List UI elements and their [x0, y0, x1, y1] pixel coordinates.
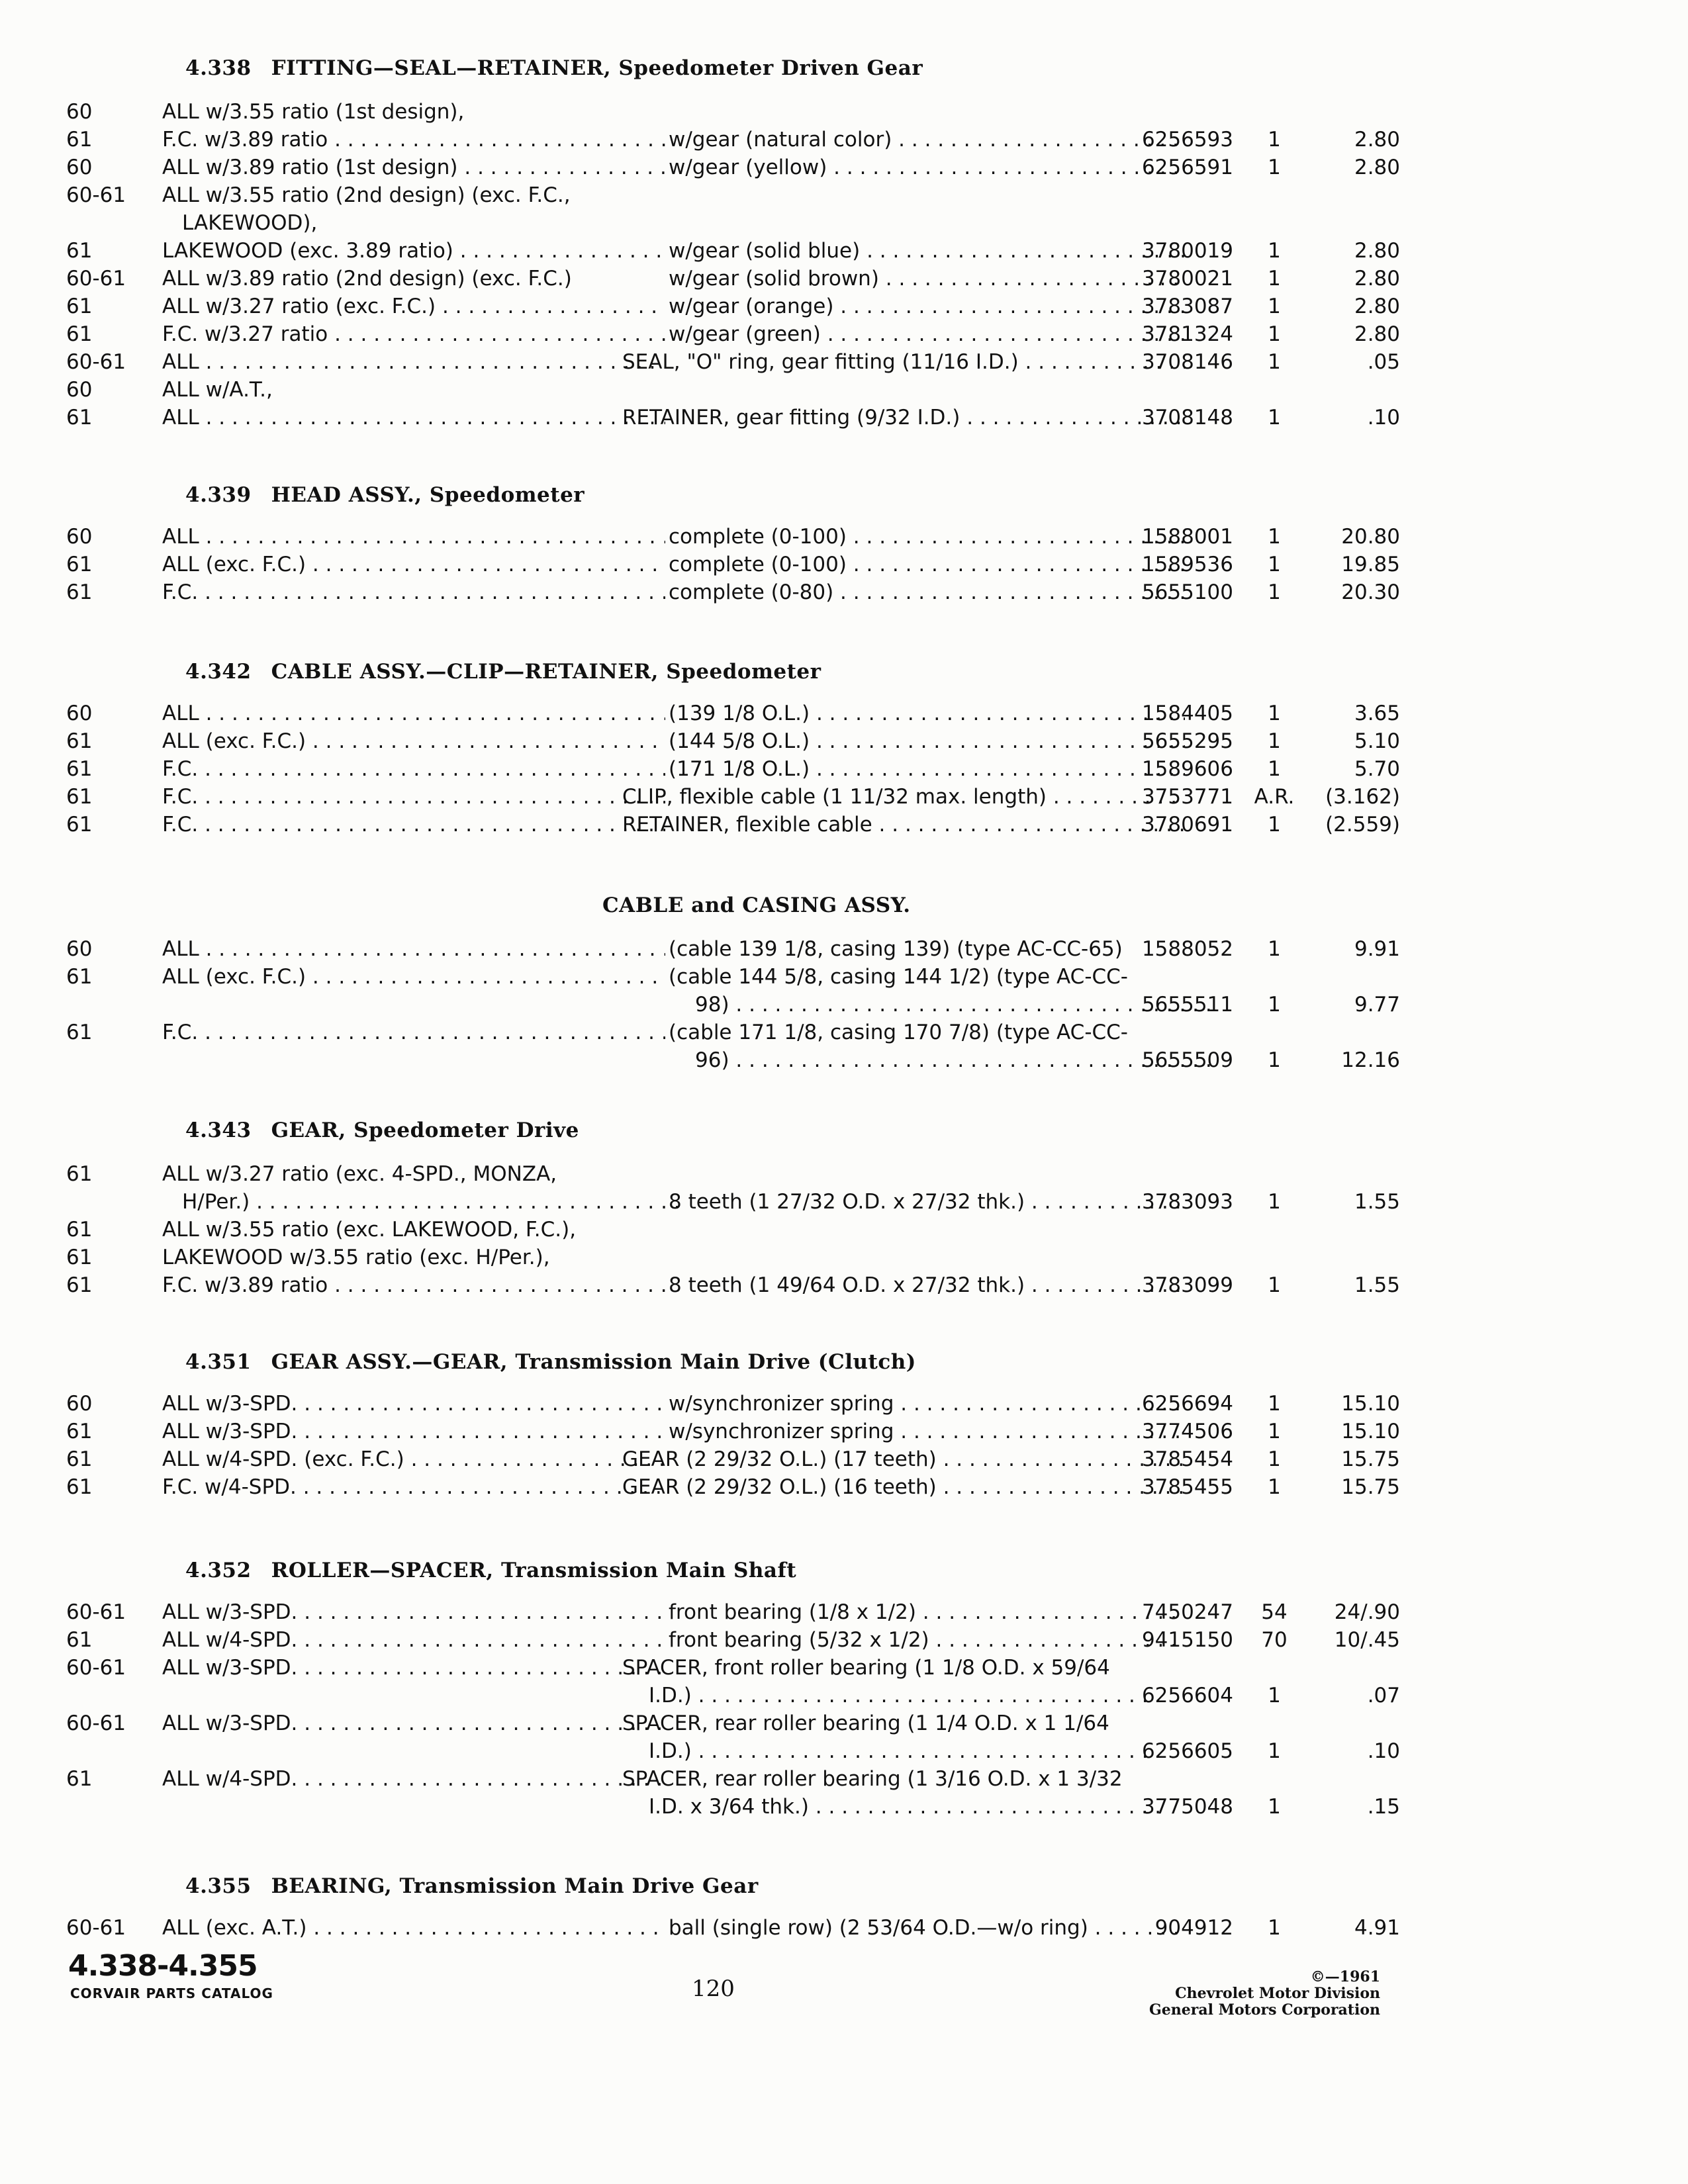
- application: ALL w/3-SPD. . . .: [162, 1654, 665, 1682]
- description: w/synchronizer spring . . .: [669, 1390, 1185, 1418]
- description: complete (0-80) . . .: [669, 578, 1185, 606]
- quantity: 1: [1268, 1447, 1281, 1471]
- part-number: 6256604: [1141, 1684, 1233, 1707]
- model-year: 61: [66, 1021, 93, 1044]
- description: GEAR (2 29/32 O.L.) (16 teeth) . . .: [622, 1473, 1185, 1501]
- price: 2.80: [1354, 239, 1400, 263]
- section-name: GEAR, Speedometer Drive: [271, 1118, 579, 1142]
- application: ALL w/3.55 ratio (2nd design) (exc. F.C.,: [162, 183, 571, 207]
- page-number: 120: [692, 1976, 735, 2002]
- part-number: 3783099: [1141, 1273, 1233, 1297]
- model-year: 60-61: [66, 350, 126, 374]
- quantity: 1: [1268, 1048, 1281, 1072]
- description: w/synchronizer spring . . .: [669, 1418, 1185, 1445]
- part-number: 9415150: [1141, 1628, 1233, 1652]
- part-number: 1584405: [1141, 702, 1233, 725]
- section-number: 4.339: [185, 483, 252, 507]
- model-year: 61: [66, 965, 93, 989]
- section-range: 4.338-4.355: [68, 1949, 258, 1983]
- application: ALL w/3-SPD. . . .: [162, 1390, 665, 1418]
- division: Chevrolet Motor Division: [1175, 1985, 1380, 2002]
- model-year: 60: [66, 937, 93, 961]
- description: (171 1/8 O.L.) . . .: [669, 755, 1185, 783]
- application: LAKEWOOD w/3.55 ratio (exc. H/Per.),: [162, 1246, 550, 1269]
- section-title: CABLE and CASING ASSY.: [602, 893, 911, 917]
- copyright: ©—1961: [1310, 1968, 1380, 1985]
- model-year: 60: [66, 1392, 93, 1416]
- quantity: 1: [1268, 1795, 1281, 1819]
- description: SEAL, "O" ring, gear fitting (11/16 I.D.) . . .: [622, 348, 1185, 376]
- model-year: 61: [66, 553, 93, 576]
- application: ALL . . .: [162, 523, 665, 551]
- price: .15: [1367, 1795, 1400, 1819]
- price: (2.559): [1325, 813, 1400, 837]
- corporation: General Motors Corporation: [1149, 2001, 1380, 2019]
- description: RETAINER, flexible cable . . .: [622, 811, 1185, 839]
- price: 4.91: [1354, 1916, 1400, 1940]
- part-number: 3708146: [1141, 350, 1233, 374]
- model-year: 61: [66, 1273, 93, 1297]
- application: F.C. w/3.27 ratio . . .: [162, 320, 665, 348]
- application: ALL w/3.27 ratio (exc. 4-SPD., MONZA,: [162, 1162, 557, 1186]
- section-number: 4.351: [185, 1350, 252, 1374]
- application: F.C. . . .: [162, 578, 665, 606]
- section-number: 4.342: [185, 660, 252, 684]
- price: 2.80: [1354, 156, 1400, 179]
- application: ALL w/3.27 ratio (exc. F.C.) . . .: [162, 293, 665, 320]
- description: SPACER, rear roller bearing (1 3/16 O.D. x 1 3/32: [622, 1767, 1123, 1791]
- description-continued: 98) . . .: [669, 991, 1211, 1019]
- description: complete (0-100) . . .: [669, 523, 1185, 551]
- price: 2.80: [1354, 295, 1400, 318]
- part-number: 3774506: [1141, 1420, 1233, 1443]
- quantity: 1: [1268, 267, 1281, 291]
- price: 24/.90: [1334, 1600, 1400, 1624]
- description: front bearing (1/8 x 1/2) . . .: [669, 1598, 1185, 1626]
- model-year: 60: [66, 702, 93, 725]
- application: ALL w/4-SPD. . . .: [162, 1626, 665, 1654]
- description: RETAINER, gear fitting (9/32 I.D.) . . .: [622, 404, 1185, 432]
- model-year: 61: [66, 1420, 93, 1443]
- catalog-name: CORVAIR PARTS CATALOG: [70, 1985, 273, 2001]
- quantity: 1: [1268, 553, 1281, 576]
- quantity: 70: [1261, 1628, 1288, 1652]
- application: ALL . . .: [162, 348, 665, 376]
- application: F.C. . . .: [162, 755, 665, 783]
- model-year: 60-61: [66, 1916, 126, 1940]
- application: F.C. w/3.89 ratio . . .: [162, 126, 665, 154]
- section-title: [185, 1559, 796, 1582]
- model-year: 61: [66, 295, 93, 318]
- quantity: 1: [1268, 156, 1281, 179]
- model-year: 61: [66, 1218, 93, 1242]
- description: GEAR (2 29/32 O.L.) (17 teeth) . . .: [622, 1445, 1185, 1473]
- model-year: 60-61: [66, 1711, 126, 1735]
- model-year: 61: [66, 239, 93, 263]
- model-year: 61: [66, 406, 93, 430]
- section-number: 4.338: [185, 56, 252, 80]
- price: 9.77: [1354, 993, 1400, 1017]
- quantity: 1: [1268, 1392, 1281, 1416]
- price: 15.75: [1341, 1475, 1400, 1499]
- price: 1.55: [1354, 1190, 1400, 1214]
- description-continued: I.D.) . . .: [649, 1682, 1165, 1709]
- section-name: FITTING—SEAL—RETAINER, Speedometer Driven Gear: [271, 56, 923, 80]
- part-number: 3785454: [1141, 1447, 1233, 1471]
- section-title: [185, 660, 821, 684]
- part-number: 3753771: [1141, 785, 1233, 809]
- quantity: 1: [1268, 1684, 1281, 1707]
- part-number: 6256694: [1141, 1392, 1233, 1416]
- application: ALL . . .: [162, 935, 665, 963]
- model-year: 61: [66, 1475, 93, 1499]
- section-title: [185, 56, 923, 80]
- quantity: 1: [1268, 1475, 1281, 1499]
- quantity: 1: [1268, 580, 1281, 604]
- model-year: 61: [66, 729, 93, 753]
- description: CLIP, flexible cable (1 11/32 max. length) . . .: [622, 783, 1185, 811]
- description: (139 1/8 O.L.) . . .: [669, 700, 1185, 727]
- application: ALL w/4-SPD. (exc. F.C.) . . .: [162, 1445, 665, 1473]
- application: ALL w/3-SPD. . . .: [162, 1418, 665, 1445]
- quantity: A.R.: [1254, 785, 1295, 809]
- section-name: HEAD ASSY., Speedometer: [271, 483, 585, 507]
- description: complete (0-100) . . .: [669, 551, 1185, 578]
- price: 12.16: [1341, 1048, 1400, 1072]
- price: 2.80: [1354, 267, 1400, 291]
- price: .07: [1367, 1684, 1400, 1707]
- copyright-block: [1149, 1969, 1380, 2019]
- section-name: CABLE ASSY.—CLIP—RETAINER, Speedometer: [271, 660, 821, 684]
- price: 20.80: [1341, 525, 1400, 549]
- application: F.C. w/4-SPD. . . .: [162, 1473, 665, 1501]
- model-year: 61: [66, 128, 93, 152]
- part-number: 6256591: [1141, 156, 1233, 179]
- application: F.C. . . .: [162, 811, 665, 839]
- model-year: 61: [66, 1767, 93, 1791]
- price: (3.162): [1325, 785, 1400, 809]
- description: w/gear (yellow) . . .: [669, 154, 1185, 181]
- section-title: [185, 483, 585, 507]
- model-year: 60: [66, 378, 93, 402]
- quantity: 1: [1268, 729, 1281, 753]
- quantity: 1: [1268, 350, 1281, 374]
- price: 15.10: [1341, 1392, 1400, 1416]
- description: w/gear (solid brown) . . .: [669, 265, 1185, 293]
- application: ALL w/A.T.,: [162, 378, 273, 402]
- quantity: 1: [1268, 813, 1281, 837]
- application: ALL w/3.89 ratio (2nd design) (exc. F.C.): [162, 267, 572, 291]
- application-continued: H/Per.) . . .: [162, 1188, 685, 1216]
- price: .10: [1367, 1739, 1400, 1763]
- description: 8 teeth (1 27/32 O.D. x 27/32 thk.) . . .: [669, 1188, 1185, 1216]
- description: ball (single row) (2 53/64 O.D.—w/o ring) . . .: [669, 1914, 1185, 1942]
- section-number: 4.355: [185, 1874, 252, 1898]
- quantity: 54: [1261, 1600, 1288, 1624]
- model-year: 60-61: [66, 1656, 126, 1680]
- model-year: 61: [66, 1246, 93, 1269]
- model-year: 60: [66, 525, 93, 549]
- price: 9.91: [1354, 937, 1400, 961]
- part-number: 1589536: [1141, 553, 1233, 576]
- application: ALL w/3.55 ratio (1st design),: [162, 100, 465, 124]
- model-year: 61: [66, 757, 93, 781]
- section-name: BEARING, Transmission Main Drive Gear: [271, 1874, 759, 1898]
- application: ALL (exc. A.T.) . . .: [162, 1914, 665, 1942]
- quantity: 1: [1268, 406, 1281, 430]
- price: 10/.45: [1334, 1628, 1400, 1652]
- price: 5.70: [1354, 757, 1400, 781]
- description-continued: I.D. x 3/64 thk.) . . .: [649, 1793, 1165, 1821]
- quantity: 1: [1268, 128, 1281, 152]
- application: F.C. . . .: [162, 783, 665, 811]
- part-number: 3780019: [1141, 239, 1233, 263]
- part-number: 1589606: [1141, 757, 1233, 781]
- section-title: [185, 1350, 916, 1374]
- part-number: 3783087: [1141, 295, 1233, 318]
- model-year: 61: [66, 1628, 93, 1652]
- quantity: 1: [1268, 937, 1281, 961]
- description: SPACER, rear roller bearing (1 1/4 O.D. x 1 1/64: [622, 1711, 1109, 1735]
- model-year: 61: [66, 580, 93, 604]
- application: ALL w/3.89 ratio (1st design) . . .: [162, 154, 665, 181]
- description: (cable 139 1/8, casing 139) (type AC-CC-65): [669, 937, 1123, 961]
- description: w/gear (solid blue) . . .: [669, 237, 1185, 265]
- price: 3.65: [1354, 702, 1400, 725]
- application: ALL w/3.55 ratio (exc. LAKEWOOD, F.C.),: [162, 1218, 577, 1242]
- quantity: 1: [1268, 322, 1281, 346]
- application: F.C. . . .: [162, 1019, 665, 1046]
- application: LAKEWOOD),: [182, 211, 318, 235]
- quantity: 1: [1268, 1739, 1281, 1763]
- quantity: 1: [1268, 1420, 1281, 1443]
- part-number: 1588001: [1141, 525, 1233, 549]
- section-number: 4.352: [185, 1559, 252, 1582]
- section-number: 4.343: [185, 1118, 252, 1142]
- description: 8 teeth (1 49/64 O.D. x 27/32 thk.) . . .: [669, 1271, 1185, 1299]
- price: 15.75: [1341, 1447, 1400, 1471]
- description-continued: 96) . . .: [669, 1046, 1211, 1074]
- price: 5.10: [1354, 729, 1400, 753]
- part-number: 6256593: [1141, 128, 1233, 152]
- model-year: 60: [66, 156, 93, 179]
- description: (cable 144 5/8, casing 144 1/2) (type AC-CC-: [669, 965, 1128, 989]
- application: ALL (exc. F.C.) . . .: [162, 727, 665, 755]
- section-title: [185, 1874, 759, 1898]
- model-year: 61: [66, 1162, 93, 1186]
- model-year: 60-61: [66, 183, 126, 207]
- part-number: 5655100: [1141, 580, 1233, 604]
- part-number: 3781324: [1141, 322, 1233, 346]
- part-number: 904912: [1154, 1916, 1233, 1940]
- application: ALL w/3-SPD. . . .: [162, 1709, 665, 1737]
- part-number: 3780691: [1141, 813, 1233, 837]
- model-year: 61: [66, 785, 93, 809]
- description: front bearing (5/32 x 1/2) . . .: [669, 1626, 1185, 1654]
- quantity: 1: [1268, 525, 1281, 549]
- price: 1.55: [1354, 1273, 1400, 1297]
- description-continued: I.D.) . . .: [649, 1737, 1165, 1765]
- application: ALL (exc. F.C.) . . .: [162, 551, 665, 578]
- description: (cable 171 1/8, casing 170 7/8) (type AC-CC-: [669, 1021, 1128, 1044]
- part-number: 1588052: [1141, 937, 1233, 961]
- description: w/gear (natural color) . . .: [669, 126, 1185, 154]
- model-year: 61: [66, 322, 93, 346]
- application: ALL (exc. F.C.) . . .: [162, 963, 665, 991]
- application: F.C. w/3.89 ratio . . .: [162, 1271, 665, 1299]
- part-number: 3708148: [1141, 406, 1233, 430]
- part-number: 7450247: [1141, 1600, 1233, 1624]
- quantity: 1: [1268, 757, 1281, 781]
- description: SPACER, front roller bearing (1 1/8 O.D. x 59/64: [622, 1656, 1110, 1680]
- model-year: 60-61: [66, 267, 126, 291]
- section-name: ROLLER—SPACER, Transmission Main Shaft: [271, 1559, 797, 1582]
- part-number: 3783093: [1141, 1190, 1233, 1214]
- description: w/gear (green) . . .: [669, 320, 1185, 348]
- section-title: [185, 1118, 579, 1142]
- part-number: 5655511: [1141, 993, 1233, 1017]
- part-number: 6256605: [1141, 1739, 1233, 1763]
- price: .10: [1367, 406, 1400, 430]
- application: LAKEWOOD (exc. 3.89 ratio) . . .: [162, 237, 665, 265]
- description: w/gear (orange) . . .: [669, 293, 1185, 320]
- price: 15.10: [1341, 1420, 1400, 1443]
- quantity: 1: [1268, 1273, 1281, 1297]
- model-year: 61: [66, 813, 93, 837]
- part-number: 3775048: [1141, 1795, 1233, 1819]
- section-name: GEAR ASSY.—GEAR, Transmission Main Drive (Clutch): [271, 1350, 916, 1374]
- quantity: 1: [1268, 993, 1281, 1017]
- quantity: 1: [1268, 295, 1281, 318]
- quantity: 1: [1268, 1916, 1281, 1940]
- application: ALL . . .: [162, 404, 665, 432]
- quantity: 1: [1268, 239, 1281, 263]
- part-number: 5655295: [1141, 729, 1233, 753]
- part-number: 3785455: [1141, 1475, 1233, 1499]
- application: ALL . . .: [162, 700, 665, 727]
- part-number: 5655509: [1141, 1048, 1233, 1072]
- application: ALL w/4-SPD. . . .: [162, 1765, 665, 1793]
- part-number: 3780021: [1141, 267, 1233, 291]
- model-year: 61: [66, 1447, 93, 1471]
- price: .05: [1367, 350, 1400, 374]
- price: 20.30: [1341, 580, 1400, 604]
- model-year: 60-61: [66, 1600, 126, 1624]
- price: 19.85: [1341, 553, 1400, 576]
- description: (144 5/8 O.L.) . . .: [669, 727, 1185, 755]
- model-year: 60: [66, 100, 93, 124]
- price: 2.80: [1354, 322, 1400, 346]
- price: 2.80: [1354, 128, 1400, 152]
- application: ALL w/3-SPD. . . .: [162, 1598, 665, 1626]
- quantity: 1: [1268, 1190, 1281, 1214]
- quantity: 1: [1268, 702, 1281, 725]
